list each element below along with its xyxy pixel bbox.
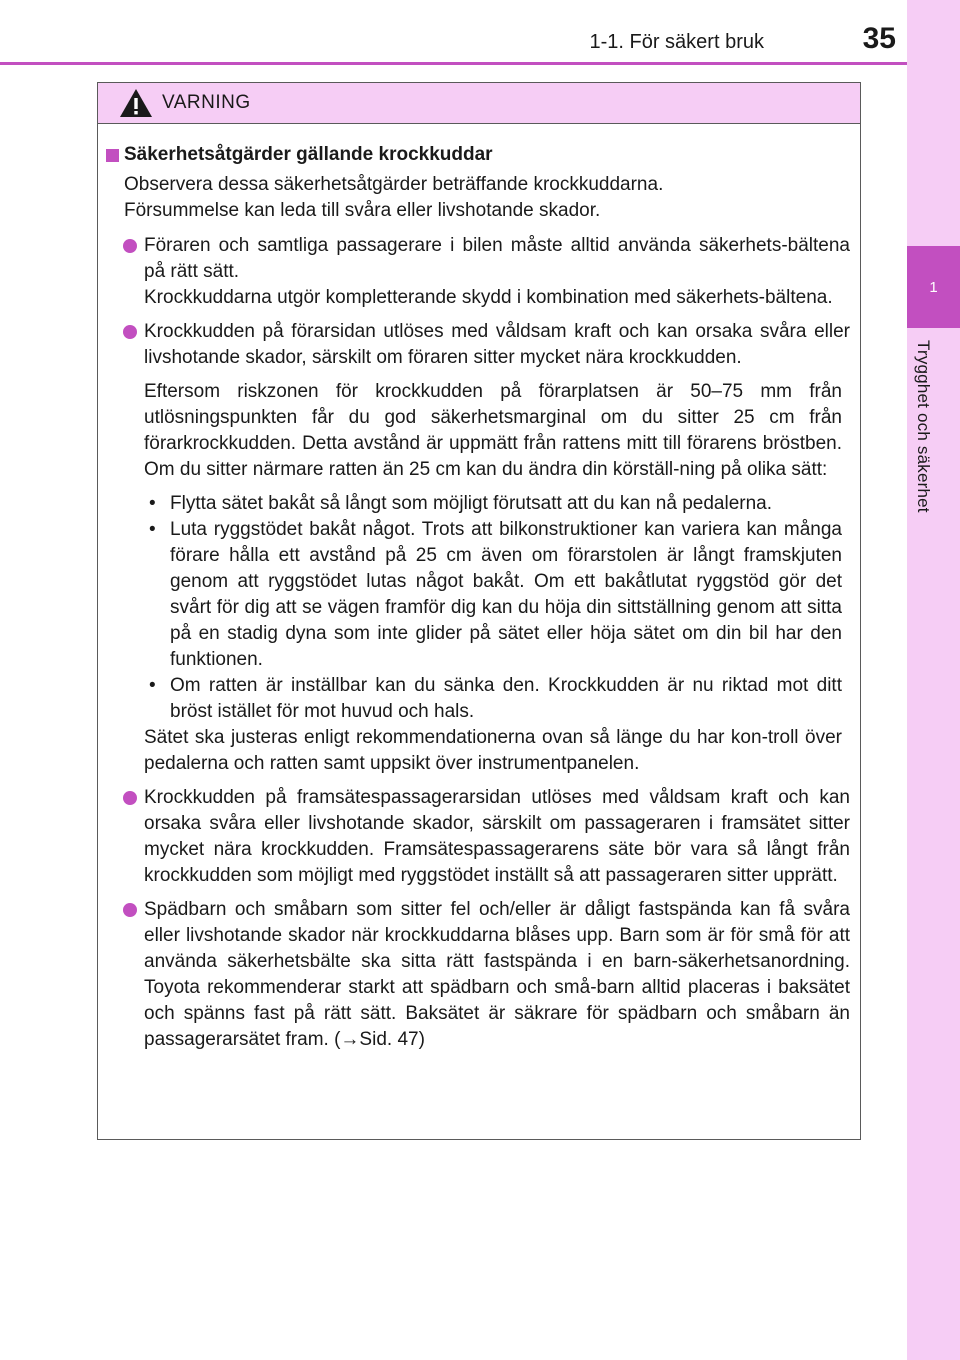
chapter-side-tab xyxy=(907,0,960,1360)
circle-bullet-icon xyxy=(123,239,137,253)
warning-header xyxy=(98,83,860,124)
bullet-extra-text: Krockkuddarna utgör kompletterande skydd i kombination med säkerhets-bältena. xyxy=(144,287,833,308)
warning-body xyxy=(98,124,860,1053)
circle-bullet-icon xyxy=(123,325,137,339)
bullet-text: Spädbarn och småbarn som sitter fel och/eller är dåligt fastspända kan få svåra eller livshotande skador när krockkuddarna blåses upp. Barn som är för små för att använda säkerhetsbälte ska sitta rätt fastspända i en barn-säkerhetsanordning. Toyota rekommenderar starkt att spädbarn och små-barn alltid placeras i baksätet och spänns fast på rätt sätt. Baksätet är säkrare för spädbarn och småbarn än passagerarsätet fram. xyxy=(144,899,850,1050)
sub-list xyxy=(106,491,850,725)
intro-line: Försummelse kan leda till svåra eller livshotande skador. xyxy=(124,200,601,221)
warning-box xyxy=(97,82,861,1140)
chapter-number-tab: 1 xyxy=(907,246,960,328)
sub-bullet-marker: • xyxy=(149,675,156,696)
sub-list-item xyxy=(106,517,842,673)
header-section-title: 1-1. För säkert bruk xyxy=(589,31,764,53)
page-reference-link[interactable]: (→Sid. 47) xyxy=(334,1029,425,1050)
bullet-item xyxy=(106,785,850,889)
bullet-item xyxy=(106,897,850,1053)
page-number: 35 xyxy=(862,22,896,55)
bullet-text: Krockkudden på förarsidan utlöses med våldsam kraft och kan orsaka svåra eller livshotande skador, särskilt om föraren sitter mycket nära krockkudden. xyxy=(144,321,850,368)
sub-list-item xyxy=(106,491,842,517)
intro-line: Observera dessa säkerhetsåtgärder beträffande krockkuddarna. xyxy=(124,174,664,195)
bullet-item xyxy=(106,319,850,371)
circle-bullet-icon xyxy=(123,791,137,805)
intro-text xyxy=(106,172,850,224)
bullet-text-wrap xyxy=(144,897,850,1053)
distance-paragraph: Eftersom riskzonen för krockkudden på förarplatsen är 50–75 mm från utlösningspunkten får du god säkerhetsmarginal om du sitter 25 cm från förarkrockkudden. Detta avstånd är uppmätt från rattens mitt till förarens bröstben. Om du sitter närmare ratten än 25 cm kan du ändra din körställ-ning på olika sätt: xyxy=(144,381,842,480)
sub-item-text: Flytta sätet bakåt så långt som möjligt förutsatt att du kan nå pedalerna. xyxy=(170,493,772,514)
warning-triangle-icon xyxy=(118,87,154,119)
chapter-title-vertical: Trygghet och säkerhet xyxy=(914,340,933,513)
sub-bullet-marker: • xyxy=(149,519,156,540)
bullet-item xyxy=(106,233,850,311)
sub-item-text: Luta ryggstödet bakåt något. Trots att bilkonstruktioner kan variera kan många förare hålla ett avstånd på 25 cm även om förarstolen är långt framskjuten genom att ryggstödet lutas något bakåt. Om ett bakåtlutat ryggstöd gör det svårt för dig att se vägen framför dig kan du höja din sittställning genom att sitta på en stadig dyna som inte glider på sätet eller höja sätet om din bil har den funktionen. xyxy=(170,519,842,670)
section-heading xyxy=(106,144,850,166)
header-rule xyxy=(0,62,907,65)
bullet-text: Krockkudden på framsätespassagerarsidan utlöses med våldsam kraft och kan orsaka svåra eller livshotande skador, särskilt om passageraren i framsätet sitter mycket nära krockkudden. Framsätespassagerarens säte bör vara så långt från krockkudden som möjligt med ryggstödet inställt så att passageraren sitter upprätt. xyxy=(144,787,850,886)
square-bullet-icon xyxy=(106,149,119,162)
section-heading-text: Säkerhetsåtgärder gällande krockkuddar xyxy=(124,144,493,165)
sub-list-item xyxy=(106,673,842,725)
bullet-text: Föraren och samtliga passagerare i bilen måste alltid använda säkerhets-bältena på rätt sätt. xyxy=(144,235,850,282)
sub-item-text: Om ratten är inställbar kan du sänka den. Krockkudden är nu riktad mot ditt bröst istället för mot huvud och hals. xyxy=(170,675,842,722)
sub-bullet-marker: • xyxy=(149,493,156,514)
circle-bullet-icon xyxy=(123,903,137,917)
seat-adjust-note: Sätet ska justeras enligt rekommendationerna ovan så länge du har kon-troll över pedalerna och ratten samt uppsikt över instrumentpanelen. xyxy=(144,727,842,774)
warning-label: VARNING xyxy=(162,92,251,113)
